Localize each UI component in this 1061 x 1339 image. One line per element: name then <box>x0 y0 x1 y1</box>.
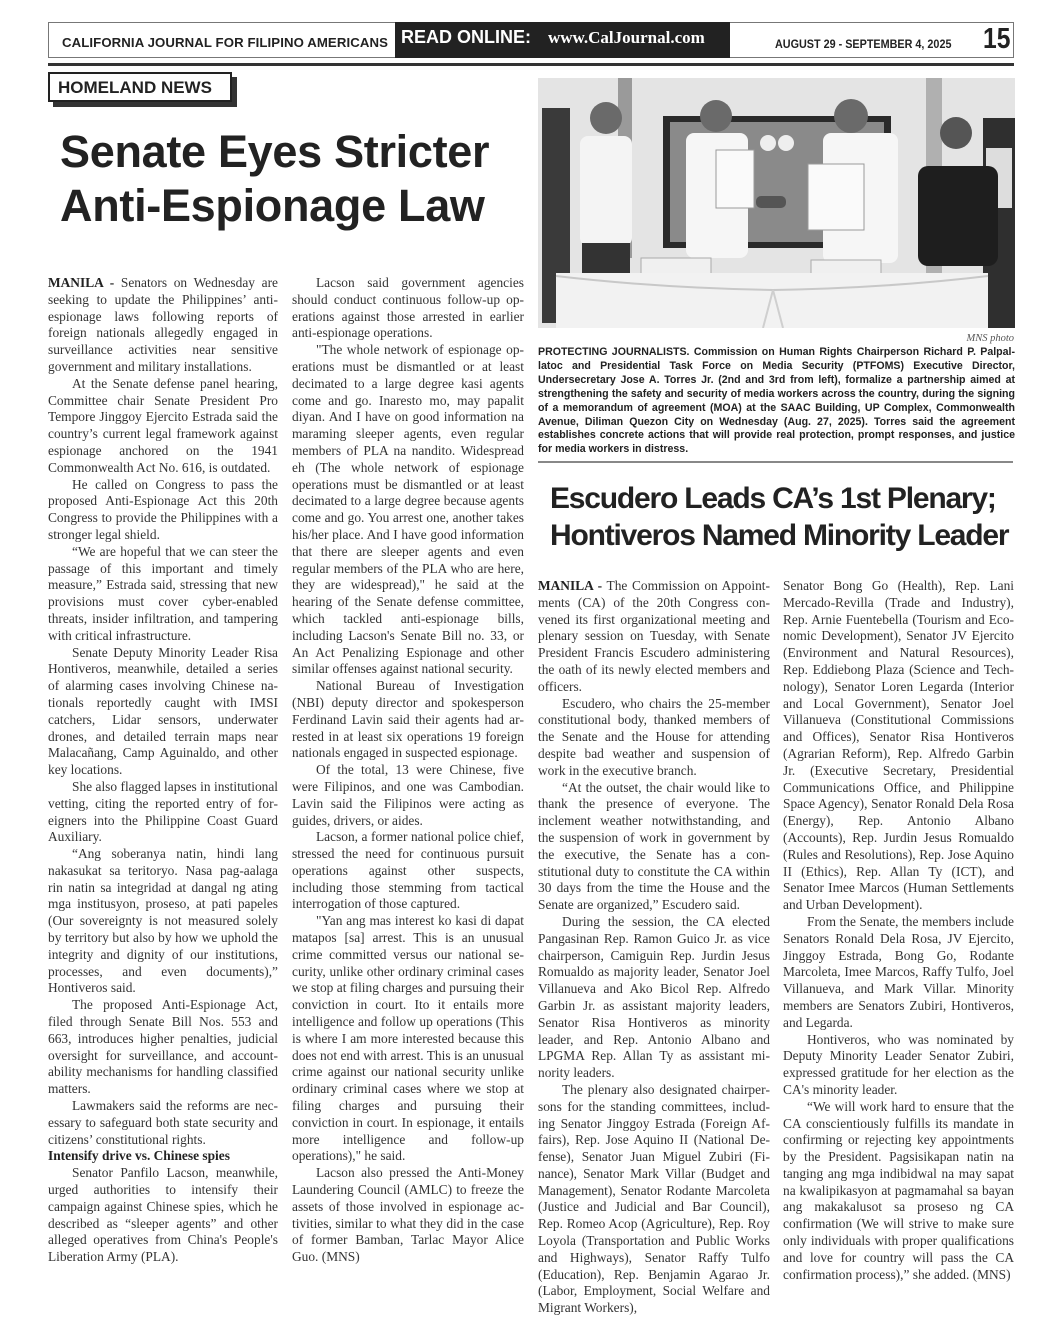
section-label-text: HOMELAND NEWS <box>58 78 212 97</box>
article1-paragraph: National Bureau of Investigation (NBI) deputy director and spokesperson Ferdinand Lavin said their agents had arrested in at least six operations 19 foreign nationals engaged in suspected espionage. <box>292 678 524 761</box>
page-number: 15 <box>983 23 1011 55</box>
article1-paragraph: "The whole network of espionage operations must be dismantled or at least decimated to a large degree kasi agents come and go. Inaresto mo, may papalit diyan. And I have on good information na maraming sleeper agents, even regular members of PLA na nandito. Widespread eh (The whole network of espionage operations must be dismantled or at least decimated to a large degree because agents come and go. You arrest one, another takes his/her place. And I have good information that there are sleeper agents and even regular members of the PLA who are here, they are widespread)," he said at the hearing of the Senate defense committee, which tackled anti-espionage bills, including Lacson's Senate Bill no. 33, or An Act Penalizing Espionage and other similar offenses against national security. <box>292 342 524 677</box>
signing-ceremony-image <box>538 78 1015 328</box>
article1-paragraph: “Ang soberanya natin, hindi lang nakasukat sa teritoryo. Nasa pag-aalaga rin natin sa integridad at dangal ng ating mga institusyon, proseso, at pati papeles (Our sovereignty is not measured solely by territory but also by how we uphold the integrity and dignity of our institutions, processes, and even documents),” Hontiveros said. <box>48 846 278 996</box>
article2-headline-line1: Escudero Leads CA’s 1st Plenary; <box>550 482 996 515</box>
issue-date: AUGUST 29 - SEPTEMBER 4, 2025 <box>775 37 952 51</box>
article1-paragraph: "Yan ang mas interest ko kasi di dapat matapos [sa] arrest. This is an unusual crime committed versus our national security, unlike other ordinary criminal cases we stop at filing charges and pursuing their conviction in court. Ito it entails more intelligence and follow up operations (This is where I am more interested because this does not end with arrest. This is an unusual crime against our national security unlike ordinary criminal cases where we stop at filing charges and pursuing their conviction in court. In espionage, it entails more intelligence and follow-up operations)," he said. <box>292 913 524 1164</box>
article2-paragraph: From the Senate, the members include Senators Ronald Dela Rosa, JV Ejercito, Jinggoy Estrada, Bong Go, Rodante Marcoleta, Imee Marcos, Raffy Tulfo, Joel Villanueva, and Mark Villar. Minority members are Senators Zubiri, Hontiveros, and Legarda. <box>783 913 1014 1030</box>
read-online-label: READ ONLINE: <box>401 27 531 47</box>
article1-paragraph: Lacson said government agencies should conduct continuous follow-up operations against those arrested in earlier anti-espionage operations. <box>292 275 524 341</box>
read-online-banner <box>395 22 730 58</box>
article1-paragraph: Lacson also pressed the Anti-Money Laundering Council (AMLC) to freeze the assets of those involved in espionage activities, similar to what they did in the case of former Bamban, Tarlac Mayor Alice Guo. (MNS) <box>292 1165 524 1265</box>
article2-headline-line2: Hontiveros Named Minority Leader <box>550 519 1009 552</box>
article2-dateline: MANILA - <box>538 578 603 593</box>
article2-paragraph: “We will work hard to ensure that the CA conscientiously fulfills its mandate in confirming or rejecting key appointments by the President. Pagsisikapan natin na tanging ang mga indibidwal na may sapat na kwalipikasyon at pagmamahal sa bayan ang makakalusot sa proseso ng CA confirmation (We will strive to make sure only individuals with proper qualifications and love for country will pass the CA confirmation process),” she added. (MNS) <box>783 1098 1014 1282</box>
article2-column2 <box>783 578 1014 1283</box>
article1-paragraph: Of the total, 13 were Chinese, five were Filipinos, and one was Cambodian. Lavin said the Filipinos were acting as guides, drivers, or aides. <box>292 762 524 828</box>
section-label <box>48 72 232 102</box>
article1-paragraph: Lacson, a former national police chief, stressed the need for continuous pursuit operations against other suspects, including those stemming from tactical interrogation of those captured. <box>292 829 524 912</box>
news-photo <box>538 78 1015 328</box>
article2-paragraph: The plenary also designated chairpersons for the standing committees, including Senator Jinggoy Estrada (Foreign Affairs), Rep. Jose Aquino II (National Defense), Senator Juan Miguel Zubiri (Finance), Senator Mark Villar (Budget and Management), Senator Rodante Marcoleta (Justice and Judicial and Bar Council), Rep. Romeo Acop (Agriculture), Rep. Roy Loyola (Transportation and Public Works and Highways), Senator Raffy Tulfo (Education), Rep. Benjamin Agarao Jr. (Labor, Employment, Social Welfare and Migrant Workers), <box>538 1081 770 1316</box>
article1-paragraph: Senator Panfilo Lacson, meanwhile, urged authorities to intensify their campaign against Chinese spies, which he described as “sleeper agents” and other alleged operatives from China's People's Liberation Army (PLA). <box>48 1165 278 1265</box>
article2-paragraph: “At the outset, the chair would like to thank the presence of everyone. The inclement weather notwithstanding, and the suspension of work in government by the executive, the Senate has a constitutional duty to constitute the CA within 30 days from the time the House and the Senate are organized,” Escudero said. <box>538 779 770 913</box>
article2-paragraph: During the session, the CA elected Pangasinan Rep. Ramon Guico Jr. as vice chairperson, Camiguin Rep. Jurdin Jesus Romualdo as majority leader, Senator Joel Villanueva and Ako Bicol Rep. Alfredo Garbin Jr. as assistant majority leaders, Senator Risa Hontiveros as minority leader, and Rep. Antonio Albano and LPGMA Rep. Allan Ty as assistant minority leaders. <box>538 913 770 1081</box>
website-link[interactable]: www.CalJournal.com <box>548 28 705 47</box>
article2-headline <box>550 480 1020 554</box>
article1-headline-line1: Senate Eyes Stricter <box>60 126 490 177</box>
caption-divider <box>538 461 1013 463</box>
article2-paragraph: Escudero, who chairs the 25-member constitutional body, thanked members of the Senate and the House for attending despite bad weather and suspension of work in the executive branch. <box>538 695 770 778</box>
article1-subhead: Intensify drive vs. Chinese spies <box>48 1148 230 1164</box>
article2-column1 <box>538 578 770 1317</box>
article2-paragraph-continued: Senator Bong Go (Health), Rep. Lani Mercado-Revilla (Trade and Industry), Rep. Arnie Fuentebella (Tourism and Economic Development), Senator JV Ejercito (Environment and Natural Resources), Rep. Eddiebong Plaza (Science and Technology), Senator Loren Legarda (Interior and Local Government), Senator Joel Villanueva (Constitutional Commissions and Offices), Senator Risa Hontiveros (Agrarian Reform), Rep. Alfredo Garbin Jr. (Executive Secretary, Presidential Communications Office, and Philippine Space Agency), Senator Ronald Dela Rosa (Energy), Rep. Antonio Albano (Accounts), Rep. Jurdin Jesus Romualdo (Rules and Resolutions), Rep. Jose Aquino II (Ethics), Rep. Allan Ty (ICT), and Senator Imee Marcos (Human Settlements and Urban Development). <box>783 578 1014 913</box>
article1-column1 <box>48 275 278 1266</box>
photo-credit: MNS photo <box>966 333 1014 344</box>
article1-dateline: MANILA - <box>48 275 115 290</box>
masthead <box>48 22 1014 58</box>
article1-paragraph: MANILA - Senators on Wednesday are seeking to update the Philippines’ anti-espionage laws following reports of foreign nationals allegedly engaged in surveillance activities near sensitive government and military installations. <box>48 275 278 374</box>
publication-name: CALIFORNIA JOURNAL FOR FILIPINO AMERICANS <box>62 35 388 50</box>
masthead-divider <box>48 63 1014 66</box>
article1-column2 <box>292 275 524 1266</box>
article2-paragraph: Hontiveros, who was nominated by Deputy Minority Leader Senator Zubiri, expressed gratitude for her election as the CA's minority leader. <box>783 1031 1014 1097</box>
article2-paragraph: MANILA - The Commission on Appointments (CA) of the 20th Congress convened its first organizational meeting and plenary session on Tuesday, with Senate President Francis Escudero administering the oath of its newly elected members and officers. <box>538 578 770 694</box>
photo-caption: PROTECTING JOURNALISTS. Commission on Human Rights Chairperson Richard P. Palpal-latoc and Presidential Task Force on Media Security (PTFOMS) Executive Director, Undersecretary Jose A. Torres Jr. (2nd and 3rd from left), formalize a partnership aimed at strengthening the safety and security of media workers across the country, during the signing of a memorandum of agreement (MOA) at the SAAC Building, UP Complex, Commonwealth Avenue, Diliman Quezon City on Wednesday (Aug. 27, 2025). Torres said the agreement establishes concrete actions that will provide real protection, prompt responses, and justice for media workers in distress. <box>538 346 1015 456</box>
article1-paragraph: The proposed Anti-Espionage Act, filed through Senate Bill Nos. 553 and 663, introduces higher penalties, judicial oversight for surveillance, and accountability mechanisms for handling classified matters. <box>48 997 278 1097</box>
article1-paragraph: Senate Deputy Minority Leader Risa Hontiveros, meanwhile, detailed a series of alarming cases involving Chinese nationals reportedly caught with IMSI catchers, Lidar sensors, underwater drones, and detailed terrain maps near Malacañang, Camp Aguinaldo, and other key locations. <box>48 644 278 778</box>
article1-headline-line2: Anti-Espionage Law <box>60 180 485 231</box>
article1-paragraph: He called on Congress to pass the proposed Anti-Espionage Act this 20th Congress to provide the Philippines with a stronger legal shield. <box>48 476 278 542</box>
article1-paragraph: At the Senate defense panel hearing, Committee chair Senate President Pro Tempore Jinggoy Ejercito Estrada said the country’s current legal framework against espionage anchored on the 1941 Commonwealth Act No. 616, is outdated. <box>48 375 278 475</box>
article1-paragraph: Lawmakers said the reforms are necessary to safeguard both state security and citizens’ constitutional rights. <box>48 1098 278 1147</box>
article1-paragraph: “We are hopeful that we can steer the passage of this important and timely measure,” Estrada said, stressing that new provisions must cover cyber-enabled threats, insider infiltration, and tampering with critical infrastructure. <box>48 543 278 643</box>
article1-paragraph: She also flagged lapses in institutional vetting, citing the reported entry of foreigners into the Philippine Coast Guard Auxiliary. <box>48 778 278 845</box>
article1-headline <box>60 125 540 233</box>
